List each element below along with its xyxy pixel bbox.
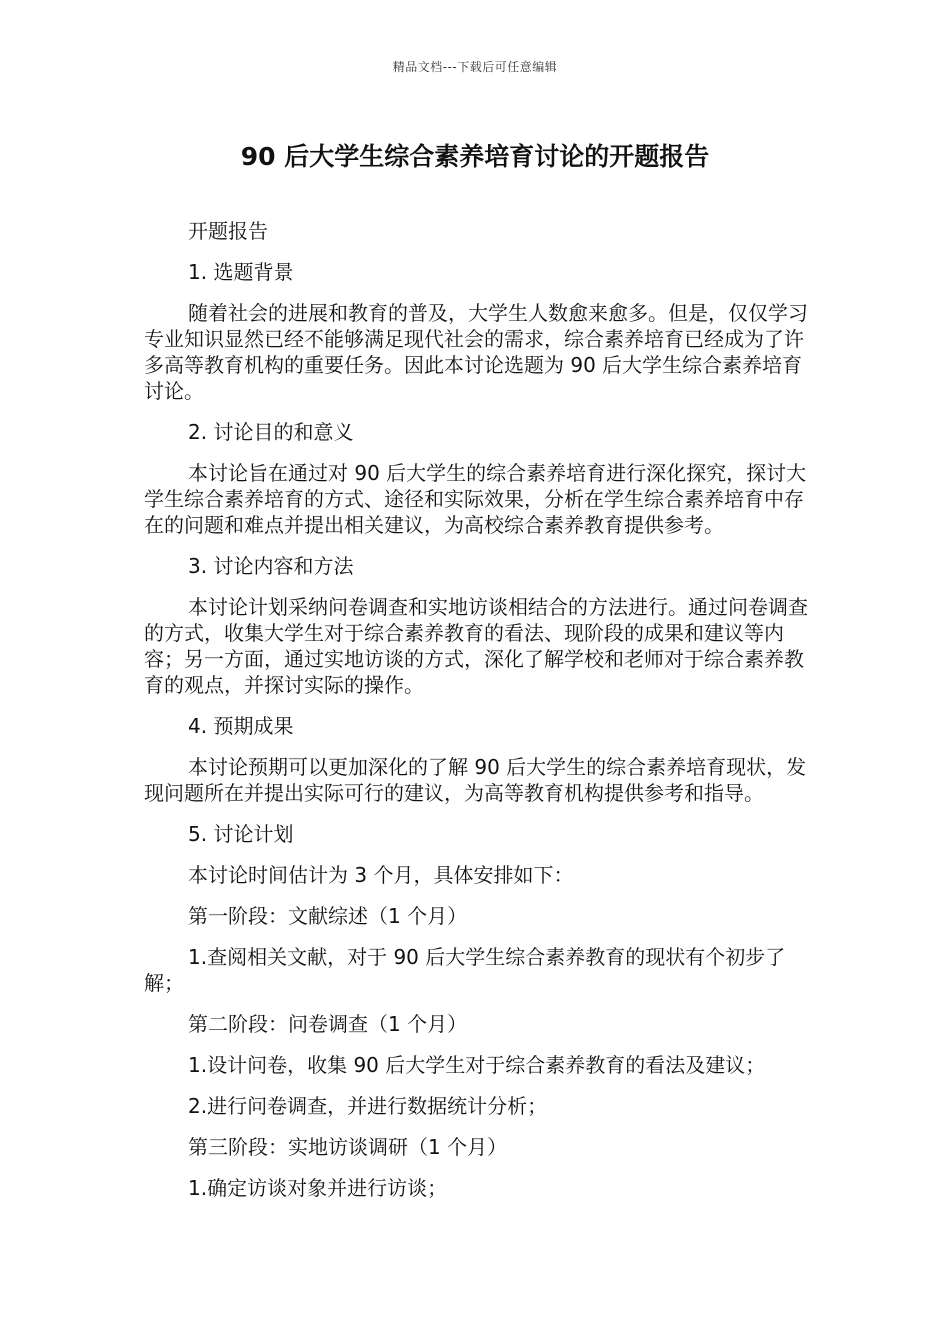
section-heading-purpose: 2. 讨论目的和意义 [188,420,354,444]
stage-one-item-1: 1.查阅相关文献，对于 90 后大学生综合素养教育的现状有个初步了解； [144,945,786,995]
stage-two-item-2: 2.进行问卷调查，并进行数据统计分析； [188,1094,548,1118]
stage-one-heading: 第一阶段：文献综述（1 个月） [188,904,468,928]
paragraph-methods: 本讨论计划采纳问卷调查和实地访谈相结合的方法进行。通过问卷调查的方式，收集大学生对于综合素养教育的看法、现阶段的成果和建议等内容；另一方面，通过实地访谈的方式，深化了解学校和老师对于综合素养教育的观点，并探讨实际的操作。 [144,595,808,697]
document-title: 90 后大学生综合素养培育讨论的开题报告 [240,142,710,171]
header-note: 精品文档---下载后可任意编辑 [392,60,558,74]
stage-three-item-1: 1.确定访谈对象并进行访谈； [188,1176,448,1200]
section-heading-outcomes: 4. 预期成果 [188,714,294,738]
stage-three-heading: 第三阶段：实地访谈调研（1 个月） [188,1135,508,1159]
stage-two-heading: 第二阶段：问卷调查（1 个月） [188,1012,468,1036]
paragraph-background: 随着社会的进展和教育的普及，大学生人数愈来愈多。但是，仅仅学习专业知识显然已经不能够满足现代社会的需求，综合素养培育已经成为了许多高等教育机构的重要任务。因此本讨论选题为 90 后大学生综合素养培育讨论。 [144,301,808,403]
paragraph-outcomes: 本讨论预期可以更加深化的了解 90 后大学生的综合素养培育现状，发现问题所在并提出实际可行的建议，为高等教育机构提供参考和指导。 [144,755,807,805]
stage-two-item-1: 1.设计问卷，收集 90 后大学生对于综合素养教育的看法及建议； [188,1053,766,1077]
paragraph-plan-intro: 本讨论时间估计为 3 个月，具体安排如下： [188,863,574,887]
section-heading-plan: 5. 讨论计划 [188,822,294,846]
section-heading-background: 1. 选题背景 [188,260,294,284]
section-heading-opening: 开题报告 [188,219,268,243]
paragraph-purpose: 本讨论旨在通过对 90 后大学生的综合素养培育进行深化探究，探讨大学生综合素养培育的方式、途径和实际效果，分析在学生综合素养培育中存在的问题和难点并提出相关建议，为高校综合素养教育提供参考。 [144,461,807,537]
document-body [144,218,808,1201]
section-heading-methods: 3. 讨论内容和方法 [188,554,354,578]
